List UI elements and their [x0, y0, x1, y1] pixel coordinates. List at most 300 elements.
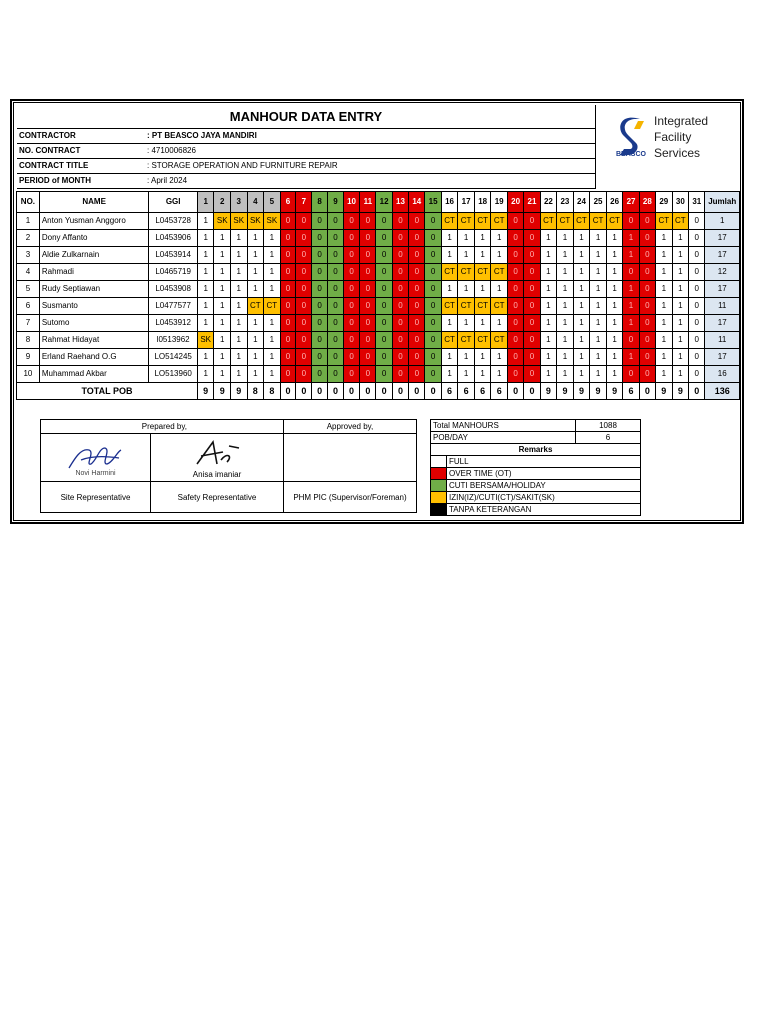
day-cell: 1 [590, 332, 607, 349]
day-cell: 1 [623, 349, 639, 366]
day-cell: 1 [540, 366, 557, 383]
total-day-value: 0 [409, 383, 425, 400]
day-cell: 1 [214, 332, 231, 349]
total-day-value: 9 [540, 383, 557, 400]
manhour-sheet [10, 99, 744, 524]
day-cell: 1 [474, 315, 491, 332]
day-cell: 1 [672, 298, 689, 315]
row-jumlah: 1 [705, 213, 740, 230]
day-cell: 0 [507, 366, 523, 383]
day-cell: CT [606, 213, 623, 230]
row-no: 3 [17, 247, 40, 264]
col-header-day: 9 [328, 192, 344, 213]
day-cell: 1 [623, 247, 639, 264]
logo-wordmark [654, 113, 708, 161]
total-day-value: 0 [296, 383, 312, 400]
day-cell: 1 [656, 247, 673, 264]
col-header-day: 21 [524, 192, 540, 213]
day-cell: 0 [409, 247, 425, 264]
table-row [17, 264, 740, 281]
logo-brand: BEASCO [616, 151, 646, 158]
total-day-value: 0 [425, 383, 441, 400]
day-cell: 1 [214, 281, 231, 298]
employee-ggi: LO513960 [149, 366, 197, 383]
employee-ggi: L0453908 [149, 281, 197, 298]
day-cell: 0 [280, 332, 296, 349]
day-cell: 1 [247, 315, 264, 332]
day-cell: 0 [296, 332, 312, 349]
day-cell: 1 [656, 230, 673, 247]
day-cell: 0 [343, 315, 359, 332]
day-cell: 0 [343, 332, 359, 349]
total-day-value: 0 [392, 383, 408, 400]
day-cell: 1 [557, 315, 574, 332]
col-header-day: 4 [247, 192, 264, 213]
remarks-legend [430, 419, 641, 516]
row-no: 4 [17, 264, 40, 281]
day-cell: 1 [247, 332, 264, 349]
day-cell: 0 [507, 349, 523, 366]
legend-item [431, 492, 641, 504]
day-cell: 1 [491, 247, 508, 264]
day-cell: 1 [606, 281, 623, 298]
day-cell: 1 [557, 366, 574, 383]
col-header-day: 24 [573, 192, 590, 213]
day-cell: 1 [573, 298, 590, 315]
row-jumlah: 12 [705, 264, 740, 281]
day-cell: 1 [623, 281, 639, 298]
day-cell: 0 [376, 315, 392, 332]
row-jumlah: 11 [705, 332, 740, 349]
day-cell: CT [474, 213, 491, 230]
day-cell: 0 [376, 247, 392, 264]
row-no: 6 [17, 298, 40, 315]
day-cell: 1 [557, 332, 574, 349]
day-cell: 1 [230, 366, 247, 383]
day-cell: 1 [247, 247, 264, 264]
day-cell: 1 [573, 366, 590, 383]
day-cell: 1 [474, 366, 491, 383]
total-day-value: 0 [328, 383, 344, 400]
day-cell: 1 [590, 298, 607, 315]
day-cell: 0 [376, 349, 392, 366]
day-cell: 0 [360, 349, 376, 366]
table-row [17, 230, 740, 247]
safety-rep-role: Safety Representative [151, 482, 284, 513]
day-cell: 0 [524, 230, 540, 247]
day-cell: 0 [376, 366, 392, 383]
day-cell: 1 [197, 298, 214, 315]
day-cell: 0 [296, 349, 312, 366]
day-cell: CT [441, 264, 458, 281]
row-jumlah: 17 [705, 315, 740, 332]
day-cell: 0 [524, 298, 540, 315]
total-day-value: 6 [491, 383, 508, 400]
day-cell: 1 [197, 349, 214, 366]
day-cell: 1 [672, 315, 689, 332]
day-cell: 0 [425, 349, 441, 366]
day-cell: 1 [247, 281, 264, 298]
row-jumlah: 11 [705, 298, 740, 315]
info-label: PERIOD of MONTH [19, 176, 91, 185]
day-cell: 1 [540, 332, 557, 349]
logo-line-3: Services [654, 146, 701, 160]
day-cell: 1 [264, 315, 281, 332]
day-cell: 1 [247, 366, 264, 383]
day-cell: 1 [540, 315, 557, 332]
total-jumlah: 136 [705, 383, 740, 400]
day-cell: 0 [296, 281, 312, 298]
day-cell: 0 [360, 315, 376, 332]
legend-label: TANPA KETERANGAN [447, 504, 641, 516]
logo-line-2: Facility [654, 130, 692, 144]
employee-name: Aldie Zulkarnain [39, 247, 149, 264]
day-cell: 1 [656, 332, 673, 349]
day-cell: 1 [197, 315, 214, 332]
day-cell: 0 [360, 264, 376, 281]
day-cell: 1 [590, 264, 607, 281]
day-cell: 1 [491, 349, 508, 366]
day-cell: CT [557, 213, 574, 230]
day-cell: 0 [425, 264, 441, 281]
day-cell: 0 [639, 298, 655, 315]
day-cell: 1 [623, 230, 639, 247]
day-cell: 0 [689, 349, 705, 366]
day-cell: 1 [474, 247, 491, 264]
day-cell: 0 [376, 332, 392, 349]
day-cell: 1 [557, 349, 574, 366]
legend-label: CUTI BERSAMA/HOLIDAY [447, 480, 641, 492]
day-cell: 0 [639, 213, 655, 230]
day-cell: 1 [214, 349, 231, 366]
day-cell: 1 [491, 366, 508, 383]
day-cell: SK [230, 213, 247, 230]
info-value: : PT BEASCO JAYA MANDIRI [147, 131, 257, 140]
day-cell: 0 [328, 247, 344, 264]
total-day-value: 6 [458, 383, 475, 400]
table-row [17, 298, 740, 315]
day-cell: 1 [672, 366, 689, 383]
day-cell: 1 [474, 349, 491, 366]
day-cell: 0 [524, 264, 540, 281]
day-cell: 0 [360, 366, 376, 383]
day-cell: SK [214, 213, 231, 230]
col-header-day: 13 [392, 192, 408, 213]
col-header-day: 8 [312, 192, 328, 213]
legend-item [431, 480, 641, 492]
site-rep-role: Site Representative [41, 482, 151, 513]
employee-name: Anton Yusman Anggoro [39, 213, 149, 230]
col-header-day: 15 [425, 192, 441, 213]
day-cell: 0 [360, 247, 376, 264]
day-cell: SK [264, 213, 281, 230]
day-cell: 0 [524, 366, 540, 383]
day-cell: 1 [540, 264, 557, 281]
day-cell: 1 [557, 281, 574, 298]
col-header-day: 11 [360, 192, 376, 213]
day-cell: 1 [573, 332, 590, 349]
day-cell: 1 [606, 298, 623, 315]
col-header-day: 2 [214, 192, 231, 213]
day-cell: 1 [606, 366, 623, 383]
day-cell: 0 [296, 315, 312, 332]
day-cell: 0 [425, 247, 441, 264]
day-cell: 1 [474, 281, 491, 298]
day-cell: 1 [573, 315, 590, 332]
day-cell: CT [656, 213, 673, 230]
day-cell: 1 [672, 281, 689, 298]
col-header-no: NO. [17, 192, 40, 213]
day-cell: 1 [230, 298, 247, 315]
day-cell: 0 [343, 298, 359, 315]
day-cell: 0 [328, 298, 344, 315]
day-cell: 1 [264, 281, 281, 298]
day-cell: CT [474, 264, 491, 281]
day-cell: CT [540, 213, 557, 230]
employee-ggi: L0453914 [149, 247, 197, 264]
day-cell: 0 [312, 366, 328, 383]
day-cell: 1 [458, 281, 475, 298]
day-cell: 1 [557, 247, 574, 264]
legend-label: OVER TIME (OT) [447, 468, 641, 480]
day-cell: 0 [392, 332, 408, 349]
legend-item [431, 504, 641, 516]
site-signature-cell [41, 434, 151, 482]
col-header-day: 7 [296, 192, 312, 213]
day-cell: 0 [507, 315, 523, 332]
table-row [17, 213, 740, 230]
attendance-table [16, 191, 740, 400]
total-day-value: 0 [639, 383, 655, 400]
total-manhours-value: 1088 [576, 420, 641, 432]
day-cell: 0 [507, 247, 523, 264]
day-cell: 0 [296, 247, 312, 264]
total-day-value: 9 [573, 383, 590, 400]
row-jumlah: 17 [705, 349, 740, 366]
day-cell: 0 [280, 213, 296, 230]
info-label: NO. CONTRACT [19, 146, 81, 155]
legend-swatch [431, 492, 447, 504]
remarks-title: Remarks [431, 444, 641, 456]
day-cell: CT [491, 332, 508, 349]
employee-ggi: L0453906 [149, 230, 197, 247]
signature-block [40, 419, 417, 513]
row-jumlah: 16 [705, 366, 740, 383]
day-cell: 1 [656, 281, 673, 298]
day-cell: 1 [197, 264, 214, 281]
day-cell: 0 [376, 298, 392, 315]
day-cell: 1 [264, 366, 281, 383]
employee-name: Rahmat Hidayat [39, 332, 149, 349]
day-cell: 0 [639, 366, 655, 383]
day-cell: 0 [343, 230, 359, 247]
day-cell: 0 [328, 315, 344, 332]
day-cell: 0 [639, 332, 655, 349]
day-cell: 0 [360, 332, 376, 349]
day-cell: 0 [392, 281, 408, 298]
pic-signature-cell [284, 434, 417, 482]
legend-item [431, 456, 641, 468]
day-cell: 0 [312, 315, 328, 332]
col-header-day: 22 [540, 192, 557, 213]
total-day-value: 9 [672, 383, 689, 400]
total-day-value: 0 [689, 383, 705, 400]
col-header-day: 17 [458, 192, 475, 213]
table-row [17, 281, 740, 298]
day-cell: 1 [623, 298, 639, 315]
day-cell: 1 [672, 247, 689, 264]
day-cell: 1 [214, 298, 231, 315]
day-cell: 0 [376, 264, 392, 281]
day-cell: 1 [557, 298, 574, 315]
day-cell: 0 [425, 213, 441, 230]
day-cell: 0 [507, 213, 523, 230]
day-cell: 0 [639, 315, 655, 332]
day-cell: 1 [573, 230, 590, 247]
day-cell: 0 [392, 366, 408, 383]
total-day-value: 0 [343, 383, 359, 400]
day-cell: 0 [343, 349, 359, 366]
legend-swatch [431, 504, 447, 516]
day-cell: 0 [507, 298, 523, 315]
day-cell: 1 [656, 366, 673, 383]
row-no: 5 [17, 281, 40, 298]
info-value: : 4710006826 [147, 146, 196, 155]
day-cell: 0 [328, 366, 344, 383]
day-cell: 0 [409, 366, 425, 383]
day-cell: 1 [230, 332, 247, 349]
day-cell: 1 [230, 315, 247, 332]
day-cell: 0 [392, 247, 408, 264]
day-cell: 1 [458, 230, 475, 247]
day-cell: 1 [573, 264, 590, 281]
day-cell: 0 [280, 264, 296, 281]
day-cell: 1 [491, 281, 508, 298]
day-cell: 1 [458, 349, 475, 366]
row-no: 8 [17, 332, 40, 349]
day-cell: 0 [392, 349, 408, 366]
day-cell: 1 [441, 366, 458, 383]
day-cell: 1 [623, 315, 639, 332]
day-cell: SK [197, 332, 214, 349]
day-cell: CT [441, 213, 458, 230]
day-cell: 0 [425, 366, 441, 383]
info-value: : April 2024 [147, 176, 188, 185]
day-cell: 0 [524, 213, 540, 230]
day-cell: 0 [280, 366, 296, 383]
employee-name: Rahmadi [39, 264, 149, 281]
day-cell: 0 [312, 332, 328, 349]
day-cell: CT [458, 332, 475, 349]
day-cell: 1 [197, 281, 214, 298]
day-cell: 0 [296, 366, 312, 383]
employee-name: Dony Affanto [39, 230, 149, 247]
safety-rep-name: Anisa imaniar [192, 470, 242, 479]
legend-item [431, 468, 641, 480]
day-cell: 0 [280, 281, 296, 298]
day-cell: 0 [689, 247, 705, 264]
company-logo [595, 105, 744, 189]
employee-ggi: L0465719 [149, 264, 197, 281]
table-row [17, 315, 740, 332]
day-cell: 1 [656, 298, 673, 315]
info-contract-title [17, 158, 595, 174]
day-cell: 1 [672, 332, 689, 349]
day-cell: 1 [590, 315, 607, 332]
day-cell: 0 [689, 213, 705, 230]
day-cell: 1 [264, 349, 281, 366]
col-header-day: 12 [376, 192, 392, 213]
day-cell: 0 [280, 298, 296, 315]
employee-ggi: LO514245 [149, 349, 197, 366]
site-rep-name: Novi Harmini [75, 470, 116, 477]
col-header-day: 10 [343, 192, 359, 213]
day-cell: 1 [247, 230, 264, 247]
day-cell: 1 [540, 281, 557, 298]
col-header-day: 31 [689, 192, 705, 213]
total-pob-label: TOTAL POB [17, 383, 198, 400]
col-header-day: 29 [656, 192, 673, 213]
day-cell: 1 [606, 349, 623, 366]
day-cell: 1 [264, 247, 281, 264]
info-contract-no [17, 143, 595, 159]
day-cell: 0 [409, 230, 425, 247]
day-cell: 0 [623, 366, 639, 383]
row-no: 7 [17, 315, 40, 332]
total-day-value: 0 [524, 383, 540, 400]
day-cell: 0 [425, 281, 441, 298]
day-cell: 1 [672, 264, 689, 281]
legend-label: IZIN(IZ)/CUTI(CT)/SAKIT(SK) [447, 492, 641, 504]
day-cell: CT [474, 298, 491, 315]
day-cell: CT [672, 213, 689, 230]
total-day-value: 9 [214, 383, 231, 400]
table-header-row [17, 192, 740, 213]
day-cell: 1 [197, 230, 214, 247]
day-cell: 0 [689, 298, 705, 315]
day-cell: 0 [360, 213, 376, 230]
total-day-value: 9 [197, 383, 214, 400]
day-cell: 1 [230, 230, 247, 247]
total-day-value: 6 [623, 383, 639, 400]
day-cell: 0 [343, 213, 359, 230]
total-day-value: 0 [376, 383, 392, 400]
col-header-day: 3 [230, 192, 247, 213]
day-cell: 1 [590, 349, 607, 366]
row-jumlah: 17 [705, 281, 740, 298]
day-cell: 0 [639, 349, 655, 366]
day-cell: 0 [312, 264, 328, 281]
col-header-day: 18 [474, 192, 491, 213]
day-cell: 1 [606, 247, 623, 264]
day-cell: 1 [264, 264, 281, 281]
info-contractor [17, 128, 595, 144]
total-day-value: 0 [280, 383, 296, 400]
day-cell: 0 [507, 230, 523, 247]
day-cell: 0 [623, 213, 639, 230]
col-header-day: 23 [557, 192, 574, 213]
day-cell: 0 [376, 213, 392, 230]
day-cell: CT [491, 298, 508, 315]
day-cell: 0 [425, 230, 441, 247]
total-day-value: 6 [474, 383, 491, 400]
day-cell: 0 [360, 230, 376, 247]
day-cell: 0 [689, 315, 705, 332]
day-cell: 0 [409, 213, 425, 230]
day-cell: 0 [376, 281, 392, 298]
day-cell: 0 [507, 281, 523, 298]
day-cell: 1 [573, 247, 590, 264]
